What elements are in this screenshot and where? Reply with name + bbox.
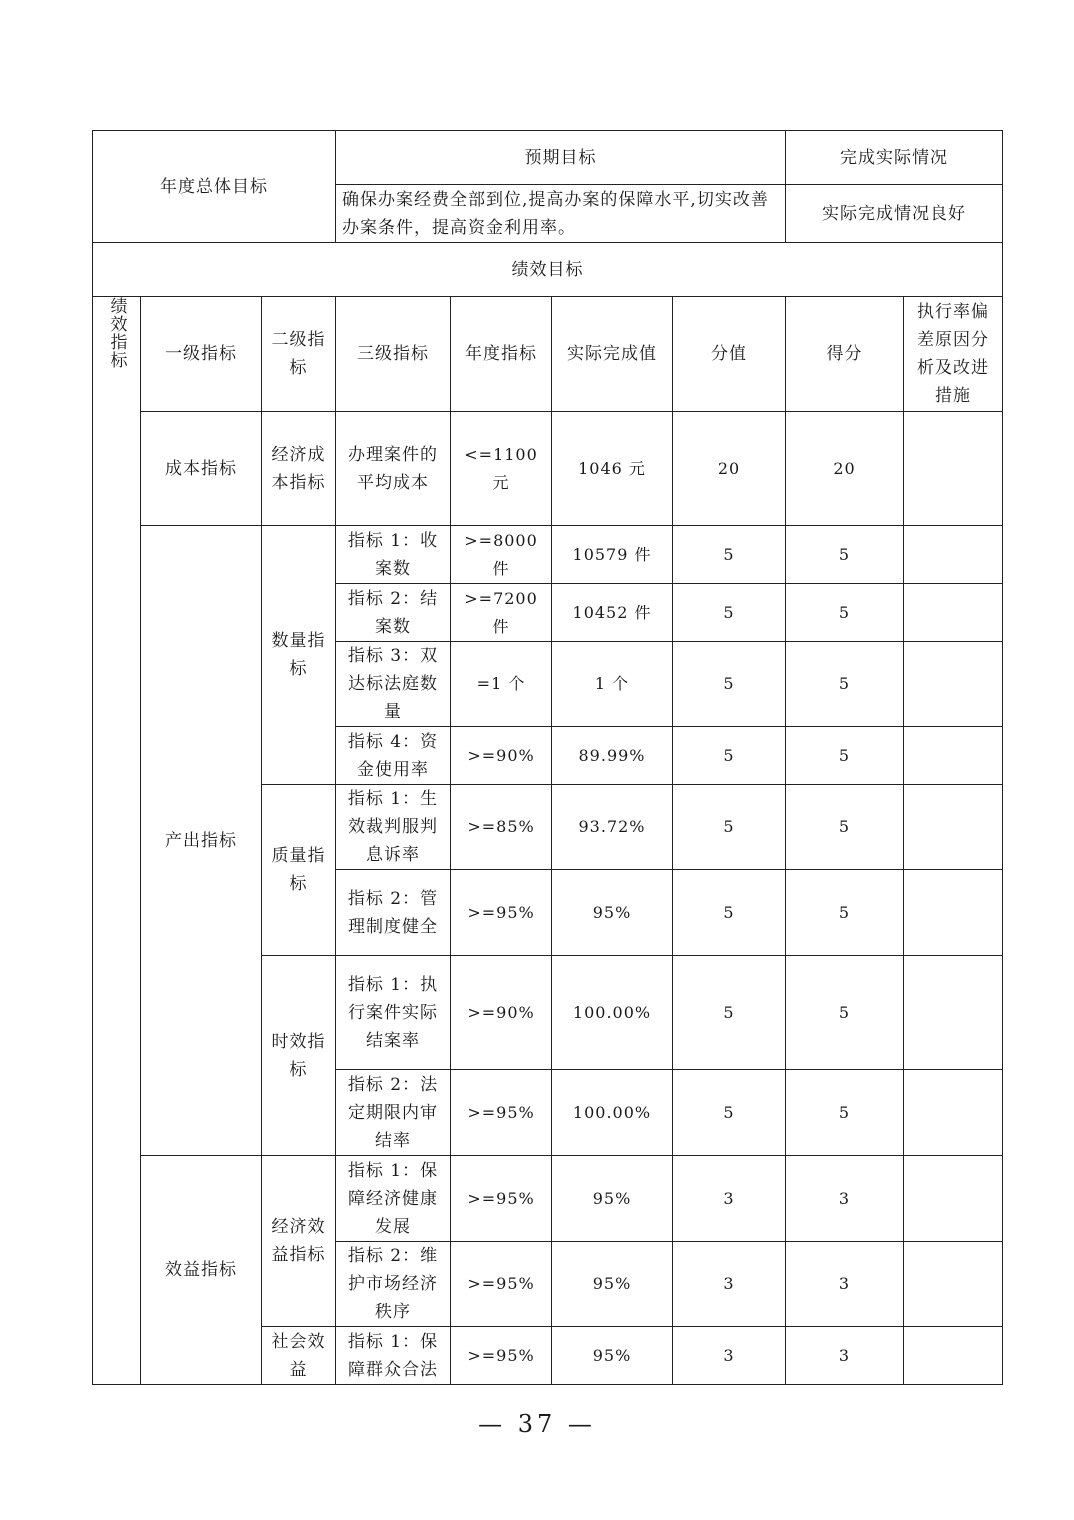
note-cell bbox=[904, 1327, 1003, 1385]
level2-cell: 经济成本指标 bbox=[262, 412, 336, 526]
actual-cell: 100.00% bbox=[552, 1070, 673, 1156]
level3-cell: 指标 1：收案数 bbox=[336, 526, 451, 584]
score-cell: 5 bbox=[673, 584, 786, 642]
target-cell: >=95% bbox=[451, 1156, 552, 1242]
target-cell: >=85% bbox=[451, 785, 552, 870]
actual-cell: 93.72% bbox=[552, 785, 673, 870]
level3-cell: 指标 1：执行案件实际结案率 bbox=[336, 956, 451, 1070]
target-cell: >=90% bbox=[451, 956, 552, 1070]
table-row bbox=[93, 526, 1003, 584]
note-cell bbox=[904, 870, 1003, 956]
note-cell bbox=[904, 526, 1003, 584]
note-cell bbox=[904, 412, 1003, 526]
got-cell: 5 bbox=[786, 727, 904, 785]
target-cell: >=95% bbox=[451, 1070, 552, 1156]
actual-label: 完成实际情况 bbox=[786, 131, 1003, 185]
actual-cell: 1 个 bbox=[552, 642, 673, 727]
target-cell: >=8000件 bbox=[451, 526, 552, 584]
level2-cell: 质量指标 bbox=[262, 785, 336, 956]
actual-text: 实际完成情况良好 bbox=[786, 185, 1003, 243]
got-cell: 5 bbox=[786, 956, 904, 1070]
got-cell: 5 bbox=[786, 526, 904, 584]
col-header: 二级指标 bbox=[262, 297, 336, 412]
actual-cell: 10452 件 bbox=[552, 584, 673, 642]
level3-cell: 指标 1：保障群众合法 bbox=[336, 1327, 451, 1385]
note-cell bbox=[904, 1156, 1003, 1242]
level3-cell: 指标 2：维护市场经济秩序 bbox=[336, 1242, 451, 1327]
actual-cell: 100.00% bbox=[552, 956, 673, 1070]
table-row bbox=[93, 412, 1003, 526]
actual-cell: 1046 元 bbox=[552, 412, 673, 526]
level3-cell: 指标 1：保障经济健康发展 bbox=[336, 1156, 451, 1242]
level3-cell: 指标 2：管理制度健全 bbox=[336, 870, 451, 956]
score-cell: 3 bbox=[673, 1327, 786, 1385]
target-cell: >=7200件 bbox=[451, 584, 552, 642]
note-cell bbox=[904, 727, 1003, 785]
target-cell: >=95% bbox=[451, 870, 552, 956]
got-cell: 5 bbox=[786, 785, 904, 870]
level3-cell: 指标 2：法定期限内审结率 bbox=[336, 1070, 451, 1156]
level2-cell: 时效指标 bbox=[262, 956, 336, 1156]
level1-cell: 效益指标 bbox=[141, 1156, 262, 1385]
target-cell: >=95% bbox=[451, 1327, 552, 1385]
col-header: 执行率偏差原因分析及改进措施 bbox=[904, 297, 1003, 412]
score-cell: 3 bbox=[673, 1156, 786, 1242]
got-cell: 5 bbox=[786, 1070, 904, 1156]
actual-cell: 95% bbox=[552, 870, 673, 956]
score-cell: 5 bbox=[673, 642, 786, 727]
note-cell bbox=[904, 642, 1003, 727]
level2-cell: 经济效益指标 bbox=[262, 1156, 336, 1327]
target-cell: >=90% bbox=[451, 727, 552, 785]
score-cell: 5 bbox=[673, 956, 786, 1070]
level2-cell: 数量指标 bbox=[262, 526, 336, 785]
expected-goal-label: 预期目标 bbox=[336, 131, 786, 185]
note-cell bbox=[904, 584, 1003, 642]
score-cell: 20 bbox=[673, 412, 786, 526]
note-cell bbox=[904, 956, 1003, 1070]
target-cell: =1 个 bbox=[451, 642, 552, 727]
got-cell: 5 bbox=[786, 642, 904, 727]
level3-cell: 指标 3：双达标法庭数量 bbox=[336, 642, 451, 727]
got-cell: 3 bbox=[786, 1156, 904, 1242]
note-cell bbox=[904, 785, 1003, 870]
actual-cell: 10579 件 bbox=[552, 526, 673, 584]
actual-cell: 89.99% bbox=[552, 727, 673, 785]
performance-table bbox=[92, 130, 1003, 1385]
got-cell: 3 bbox=[786, 1327, 904, 1385]
page-number: — 37 — bbox=[478, 1410, 596, 1438]
score-cell: 5 bbox=[673, 870, 786, 956]
col-header: 分值 bbox=[673, 297, 786, 412]
col-header: 一级指标 bbox=[141, 297, 262, 412]
note-cell bbox=[904, 1242, 1003, 1327]
table-row bbox=[93, 1156, 1003, 1242]
got-cell: 5 bbox=[786, 870, 904, 956]
level2-cell: 社会效益 bbox=[262, 1327, 336, 1385]
col-header: 年度指标 bbox=[451, 297, 552, 412]
level3-cell: 指标 2：结案数 bbox=[336, 584, 451, 642]
side-label: 绩效指标 bbox=[93, 297, 141, 1385]
got-cell: 5 bbox=[786, 584, 904, 642]
level3-cell: 指标 1：生效裁判服判息诉率 bbox=[336, 785, 451, 870]
perf-title: 绩效目标 bbox=[93, 243, 1003, 297]
level3-cell: 办理案件的平均成本 bbox=[336, 412, 451, 526]
level3-cell: 指标 4：资金使用率 bbox=[336, 727, 451, 785]
score-cell: 5 bbox=[673, 727, 786, 785]
got-cell: 3 bbox=[786, 1242, 904, 1327]
actual-cell: 95% bbox=[552, 1156, 673, 1242]
overall-goal-label: 年度总体目标 bbox=[93, 131, 336, 243]
level1-cell: 产出指标 bbox=[141, 526, 262, 1156]
score-cell: 5 bbox=[673, 785, 786, 870]
col-header: 三级指标 bbox=[336, 297, 451, 412]
level1-cell: 成本指标 bbox=[141, 412, 262, 526]
expected-goal-text: 确保办案经费全部到位,提高办案的保障水平,切实改善办案条件，提高资金利用率。 bbox=[336, 185, 786, 243]
actual-cell: 95% bbox=[552, 1242, 673, 1327]
col-header: 得分 bbox=[786, 297, 904, 412]
actual-cell: 95% bbox=[552, 1327, 673, 1385]
got-cell: 20 bbox=[786, 412, 904, 526]
score-cell: 5 bbox=[673, 526, 786, 584]
score-cell: 3 bbox=[673, 1242, 786, 1327]
score-cell: 5 bbox=[673, 1070, 786, 1156]
note-cell bbox=[904, 1070, 1003, 1156]
col-header: 实际完成值 bbox=[552, 297, 673, 412]
target-cell: >=95% bbox=[451, 1242, 552, 1327]
target-cell: <=1100元 bbox=[451, 412, 552, 526]
